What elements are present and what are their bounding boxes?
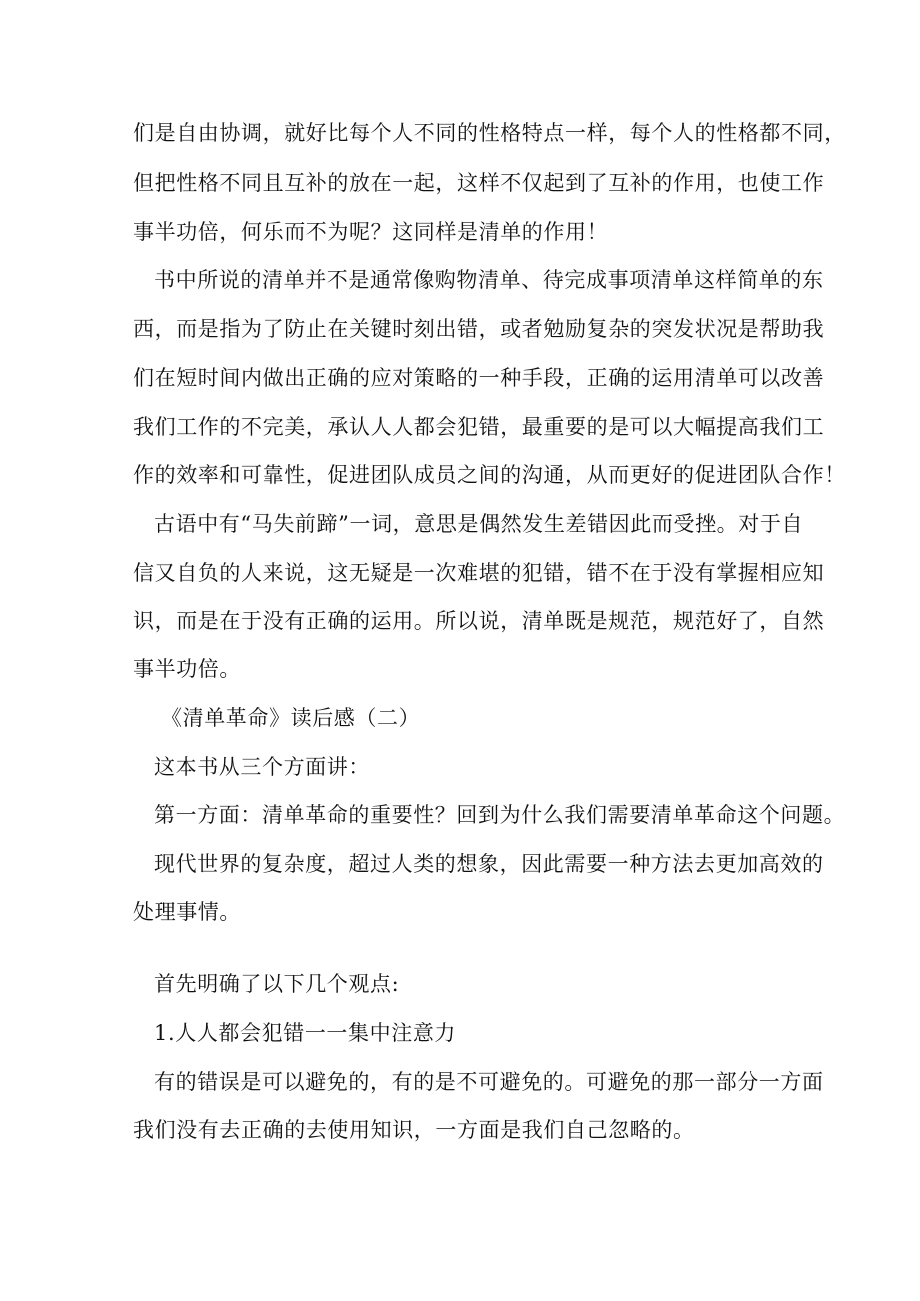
- text-line: 有的错误是可以避免的，有的是不可避免的。可避免的那一部分一方面: [154, 1070, 824, 1094]
- text-line: 识，而是在于没有正确的运用。所以说，清单既是规范，规范好了，自然: [133, 609, 825, 633]
- list-item-heading: 1.人人都会犯错一一集中注意力: [154, 1021, 457, 1045]
- text-line: 事半功倍，何乐而不为呢？这同样是清单的作用！: [133, 220, 609, 244]
- text-line: 这本书从三个方面讲：: [154, 755, 370, 779]
- text-line: 处理事情。: [133, 900, 241, 924]
- text-line: 现代世界的复杂度，超过人类的想象，因此需要一种方法去更加高效的: [154, 852, 824, 876]
- text-line: 第一方面：清单革命的重要性？回到为什么我们需要清单革命这个问题。: [154, 803, 846, 827]
- section-title: 《清单革命》读后感（二）: [161, 706, 421, 730]
- text-line: 我们没有去正确的去使用知识，一方面是我们自己忽略的。: [133, 1118, 695, 1142]
- text-line: 古语中有“马失前蹄”一词，意思是偶然发生差错因此而受挫。对于自: [154, 512, 804, 536]
- text-line: 首先明确了以下几个观点:: [154, 972, 400, 996]
- text-line: 们在短时间内做出正确的应对策略的一种手段，正确的运用清单可以改善: [133, 366, 825, 390]
- text-line: 我们工作的不完美，承认人人都会犯错，最重要的是可以大幅提高我们工: [133, 415, 825, 439]
- text-line: 书中所说的清单并不是通常像购物清单、待完成事项清单这样简单的东: [154, 268, 824, 292]
- text-line: 但把性格不同且互补的放在一起，这样不仅起到了互补的作用，也使工作: [133, 171, 825, 195]
- text-line: 西，而是指为了防止在关键时刻出错，或者勉励复杂的突发状况是帮助我: [133, 317, 825, 341]
- text-line: 事半功倍。: [133, 657, 241, 681]
- text-line: 信又自负的人来说，这无疑是一次难堪的犯错，错不在于没有掌握相应知: [133, 561, 825, 585]
- text-line: 作的效率和可靠性，促进团队成员之间的沟通，从而更好的促进团队合作！: [133, 463, 846, 487]
- text-line: 们是自由协调，就好比每个人不同的性格特点一样，每个人的性格都不同，: [133, 121, 846, 145]
